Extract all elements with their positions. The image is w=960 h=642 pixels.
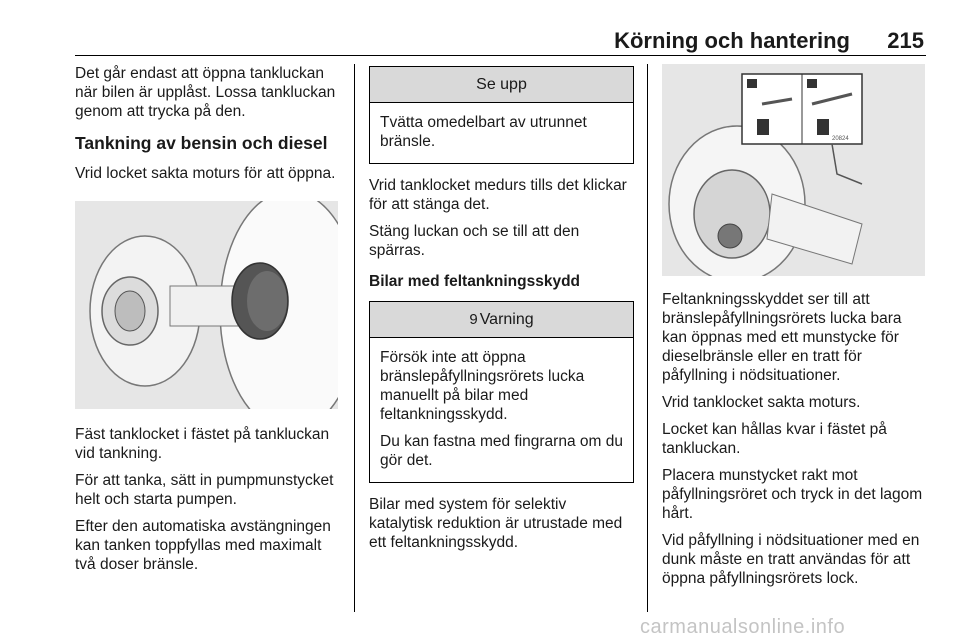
warning-text: Du kan fastna med fingrarna om du gör det. bbox=[380, 433, 623, 469]
paragraph: Efter den automatiska avstängningen kan tanken toppfyllas med maximalt två doser bränsle. bbox=[75, 518, 331, 573]
paragraph: Vrid locket sakta moturs för att öppna. bbox=[75, 165, 336, 182]
fuel-cap-illustration bbox=[75, 201, 338, 409]
section-heading: Tankning av bensin och diesel bbox=[75, 133, 328, 153]
paragraph: Placera munstycket rakt mot påfyllningsröret och tryck in det lagom hårt. bbox=[662, 467, 923, 522]
page-header-title: Körning och hantering bbox=[614, 28, 850, 53]
column-1 bbox=[75, 64, 340, 582]
warning-body bbox=[370, 338, 633, 482]
paragraph: Stäng luckan och se till att den spärras. bbox=[369, 223, 580, 259]
caution-title: Se upp bbox=[370, 67, 633, 103]
warning-icon: 9 bbox=[469, 311, 478, 328]
warning-title: Varning bbox=[479, 311, 534, 328]
paragraph: För att tanka, sätt in pumpmunstycket helt och starta pumpen. bbox=[75, 472, 334, 508]
misfuel-drawing bbox=[662, 64, 925, 276]
column-divider-1 bbox=[354, 64, 355, 612]
column-divider-2 bbox=[647, 64, 648, 612]
paragraph: Vrid tanklocket medurs tills det klickar för att stänga det. bbox=[369, 177, 627, 213]
page-number: 215 bbox=[887, 28, 924, 53]
paragraph: Det går endast att öppna tankluckan när bilen är upplåst. Lossa tankluckan genom att trycka på den. bbox=[75, 65, 336, 120]
warning-title-bar bbox=[370, 302, 633, 338]
paragraph: Fäst tanklocket i fästet på tankluckan vid tankning. bbox=[75, 426, 330, 462]
misfuel-protection-illustration bbox=[662, 64, 925, 276]
warning-text: Försök inte att öppna bränslepåfyllningsrörets lucka manuellt på bilar med feltankningsskydd. bbox=[380, 349, 585, 423]
fuel-cap-drawing bbox=[75, 201, 338, 409]
warning-box bbox=[369, 301, 634, 483]
caution-box bbox=[369, 66, 634, 164]
paragraph: Feltankningsskyddet ser till att bränslepåfyllningsrörets lucka bara kan öppnas med ett munstycke för dieselbränsle eller en tratt för påfyllning i nödsituationer. bbox=[662, 291, 902, 384]
paragraph: Locket kan hållas kvar i fästet på tankluckan. bbox=[662, 421, 887, 457]
caution-text: Tvätta omedelbart av utrunnet bränsle. bbox=[380, 114, 587, 150]
column-2 bbox=[369, 64, 634, 560]
watermark: carmanualsonline.info bbox=[640, 616, 846, 638]
subheading: Bilar med feltankningsskydd bbox=[369, 273, 581, 290]
column-3 bbox=[662, 64, 927, 596]
caution-body bbox=[370, 103, 633, 163]
paragraph: Bilar med system för selektiv katalytisk reduktion är utrustade med ett feltankningsskydd. bbox=[369, 496, 623, 551]
paragraph: Vid påfyllning i nödsituationer med en dunk måste en tratt användas för att öppna påfyllningsrörets lock. bbox=[662, 532, 920, 587]
header-divider bbox=[75, 55, 926, 56]
paragraph: Vrid tanklocket sakta moturs. bbox=[662, 394, 861, 411]
figure-code: 20824 bbox=[832, 136, 849, 142]
